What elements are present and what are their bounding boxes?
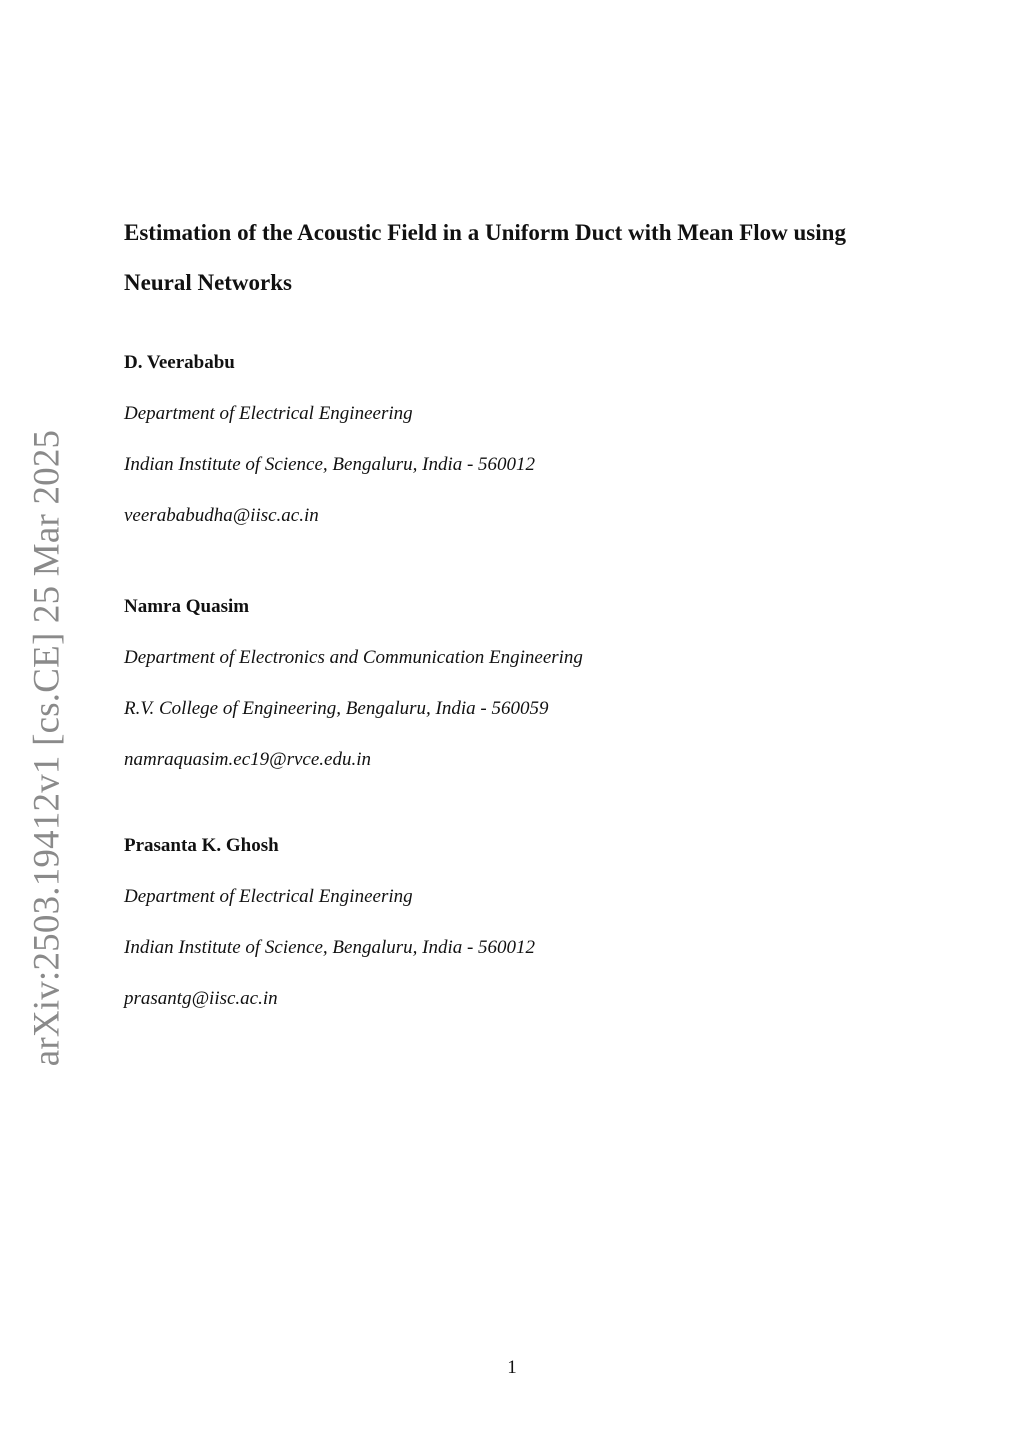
author-department: Department of Electronics and Communication Engineering bbox=[124, 647, 583, 668]
author-block-2 bbox=[124, 595, 904, 772]
author-department: Department of Electrical Engineering bbox=[124, 886, 413, 907]
author-email: namraquasim.ec19@rvce.edu.in bbox=[124, 749, 372, 770]
author-block-3 bbox=[124, 834, 904, 1011]
author-email: prasantg@iisc.ac.in bbox=[124, 988, 278, 1009]
page-number: 1 bbox=[507, 1357, 517, 1378]
author-department: Department of Electrical Engineering bbox=[124, 403, 413, 424]
author-institution: R.V. College of Engineering, Bengaluru, India - 560059 bbox=[124, 698, 549, 719]
author-institution: Indian Institute of Science, Bengaluru, India - 560012 bbox=[124, 454, 536, 475]
paper-title bbox=[124, 208, 924, 308]
author-block-1 bbox=[124, 351, 904, 528]
title-line-1: Estimation of the Acoustic Field in a Uniform Duct with Mean Flow using bbox=[124, 220, 846, 245]
title-line-2: Neural Networks bbox=[124, 270, 292, 295]
author-name: Namra Quasim bbox=[124, 596, 250, 617]
author-institution: Indian Institute of Science, Bengaluru, India - 560012 bbox=[124, 937, 536, 958]
arxiv-side-stamp: arXiv:2503.19412v1 [cs.CE] 25 Mar 2025 bbox=[26, 429, 68, 1067]
author-email: veerababudha@iisc.ac.in bbox=[124, 505, 319, 526]
author-name: Prasanta K. Ghosh bbox=[124, 835, 279, 856]
author-name: D. Veerababu bbox=[124, 352, 235, 373]
